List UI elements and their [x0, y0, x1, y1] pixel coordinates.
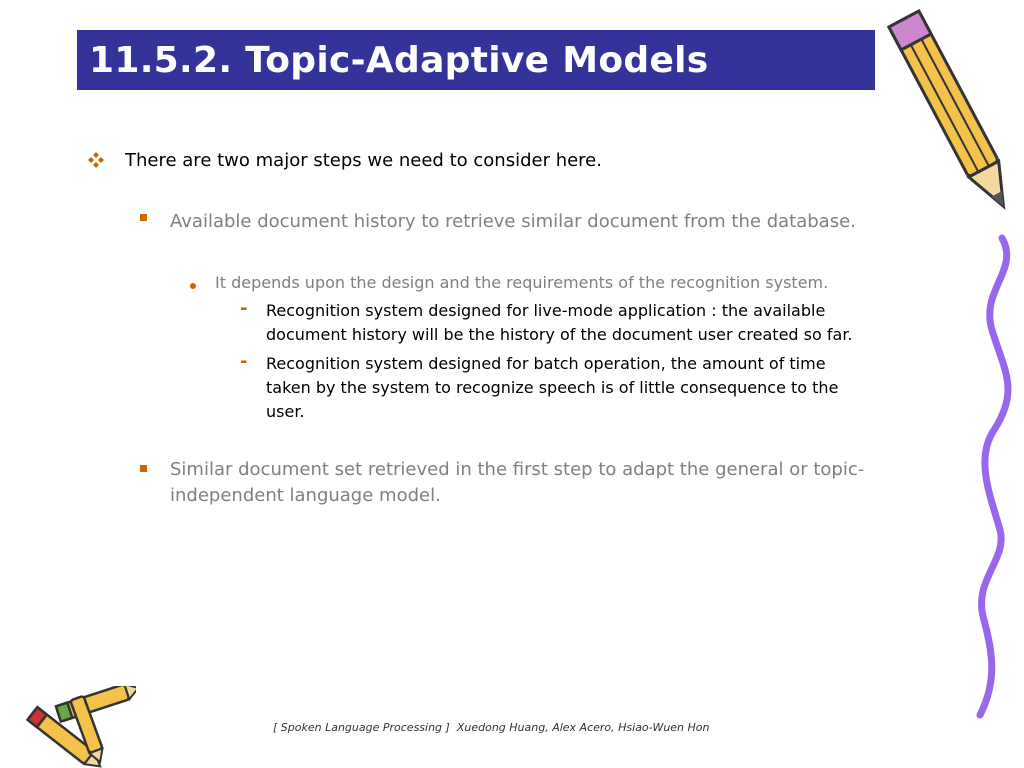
title-bar — [77, 30, 875, 90]
bullet-level4-text: Recognition system designed for live-mode application : the available — [266, 301, 826, 320]
bullet-level2-text: Similar document set retrieved in the first step to adapt the general or topic- — [170, 459, 865, 480]
dash-bullet-icon: - — [240, 298, 248, 319]
bullet-level1-text: There are two major steps we need to consider here. — [125, 150, 602, 171]
pencil-icon — [880, 0, 1024, 730]
square-bullet-icon — [140, 214, 147, 221]
bullet-level3-text: It depends upon the design and the requirements of the recognition system. — [215, 273, 829, 292]
dash-bullet-icon: - — [240, 351, 248, 372]
bullet-level4-text: Recognition system designed for batch operation, the amount of time — [266, 354, 826, 373]
footer-citation: [ Spoken Language Processing ] Xuedong Huang, Alex Acero, Hsiao-Wuen Hon — [273, 721, 710, 734]
crossed-pencils-icon — [18, 686, 136, 768]
bullet-level2-text: independent language model. — [170, 485, 441, 506]
slide-title: 11.5.2. Topic-Adaptive Models — [89, 40, 709, 81]
dot-bullet-icon — [190, 283, 196, 289]
square-bullet-icon — [140, 465, 147, 472]
bullet-level4-text: document history will be the history of the document user created so far. — [266, 325, 853, 344]
bullet-level4-text: user. — [266, 402, 305, 421]
bullet-level2-text: Available document history to retrieve similar document from the database. — [170, 211, 856, 232]
bullet-level4-text: taken by the system to recognize speech is of little consequence to the — [266, 378, 839, 397]
diamond-cluster-icon — [88, 152, 104, 168]
